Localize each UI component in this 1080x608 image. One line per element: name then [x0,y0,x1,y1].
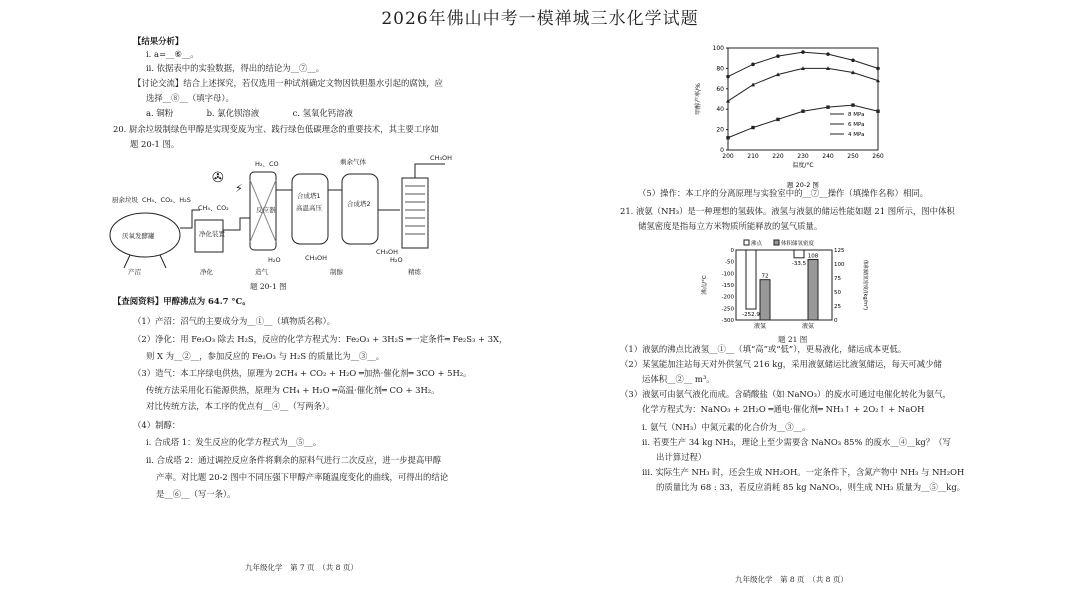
x-tick-label: 200 [722,153,734,160]
bar-density [808,260,818,320]
figure-20-1-caption: 题 20-1 图 [250,282,287,291]
x-tick-label: 230 [797,153,809,160]
y-axis-label: 甲醇产率/% [695,83,702,115]
chart-title: 题 20-2 图 [787,181,819,189]
y-right-tick-label: 25 [834,304,841,310]
data-point [826,52,830,56]
question-line: i. a=__⑥__。 [146,49,199,59]
y-right-tick-label: 125 [834,248,845,254]
gas-label-clean: CH₄、CO₂ [198,204,229,212]
bar-boiling-point [746,250,756,309]
stage-label: 造气 [255,268,268,276]
data-point [726,136,729,139]
data-point [776,54,780,58]
data-point [876,67,880,71]
question-line: 产率。对比题 20-2 图中不同压强下甲醇产率随温度变化的曲线，可得出的结论 [156,472,449,482]
y-tick-label: 60 [716,85,724,93]
x-category-label: 液氢 [753,323,767,330]
y-right-axis-label: 体积储氢密度/(kg/m³) [862,259,868,311]
x-tick-label: 210 [747,153,759,160]
gas-label-syngas: H₂、CO [255,160,279,168]
y-left-tick-label: -300 [721,318,734,324]
question-line: （1）液氨的沸点比液氢__①__（填“高”或“低”），更易液化，储运成本更低。 [620,344,907,354]
methanol-label-2: CH₃OH [376,248,399,256]
y-left-tick-label: -100 [721,271,734,278]
tank-label: 厨余垃圾 [112,196,138,204]
y-left-tick-label: -200 [721,294,734,301]
question-line: （2）净化：用 Fe₂O₃ 除去 H₂S，反应的化学方程式为：Fe₂O₃ + 3H₂S ═一定条件═ Fe₂S₃ + 3X， [133,334,508,344]
process-flow-diagram [100,150,470,280]
data-point [801,110,804,113]
question-line: 对比传统方法，本工序的优点有__④__（写两条）。 [146,401,335,411]
bar-value-label: 72 [761,273,769,280]
question-line: ii. 合成塔 2：通过调控反应条件将剩余的原料气进行二次反应，进一步提高甲醇 [146,455,442,465]
wind-turbine-icon: ✇ [212,170,224,186]
question-line: ii. 依据表中的实验数据，得出的结论为__⑦__。 [146,63,325,73]
y-left-tick-label: -250 [721,306,734,313]
question-line: 储氢密度是指每立方米物质所能释放的氢气质量。 [638,221,823,231]
page-footer-right: 九年级化学 第 8 页 （共 8 页） [735,575,848,584]
data-point [851,103,854,106]
y-right-tick-label: 50 [834,290,841,296]
y-right-tick-label: 100 [834,262,845,268]
x-axis-label: 温度/°C [792,162,814,169]
bar-density [760,280,770,320]
series-line [728,68,878,101]
question-line: 出计算过程） [656,452,707,462]
page-title: 2026年佛山中考一模禅城三水化学试题 [381,9,699,29]
reactor-label: 反应器 [256,206,276,214]
question-line: （2）某氢能加注站每天对外供氢气 216 kg，采用液氨储运比液氢储运，每天可减少储 [620,359,942,369]
data-point [876,110,879,113]
tower2-label: 合成塔2 [347,200,371,208]
question-line: （5）操作：本工序的分离原理与实验室中的__⑦__操作（填操作名称）相同。 [638,188,929,198]
bar-value-label: -33.5 [791,260,807,267]
legend-label: 体积储氢密度 [781,241,815,247]
tower1-label: 合成塔1 [297,192,321,200]
legend-swatch [774,240,779,245]
y-left-tick-label: 0 [730,248,734,254]
legend-label: 6 MPa [848,122,865,128]
y-left-axis-label: 沸点/°C [702,275,708,295]
residual-gas-label: 剩余气体 [340,158,366,166]
question-line: 【讨论交流】结合上述探究，若仅选用一种试剂确定文物因铁胆墨水引起的腐蚀，应 [133,78,443,88]
question-line: i. 合成塔 1：发生反应的化学方程式为__⑤__。 [146,437,322,447]
legend-label: 沸点 [751,241,763,247]
option-line: a. 铜粉 b. 氯化钡溶液 c. 氢氧化钙溶液 [146,108,353,118]
question-line: 选择__⑧__（填字母）。 [146,93,234,103]
reference-heading: 【查阅资料】甲醇沸点为 64.7 °C。 [113,296,251,306]
figure-21-caption: 题 21 图 [778,335,808,344]
question-line: ii. 若要生产 34 kg NH₃，理论上至少需要含 NaNO₃ 85% 的废水__④__kg？（写 [642,437,951,447]
question-line: i. 氨气（NH₃）中氮元素的化合价为__③__。 [642,422,811,432]
data-point [851,58,855,62]
synthesis-tower-2 [342,174,378,244]
question-20-stem: 20. 厨余垃圾制绿色甲醇是实现变废为宝、践行绿色低碳理念的重要技术，其主要工序如 [113,124,439,134]
question-line: iii. 实际生产 NH₃ 时，还会生成 NH₂OH。一定条件下，含氮产物中 NH₃ 与 NH₂OH [642,467,965,477]
legend-label: 4 MPa [848,132,865,138]
question-line: 传统方法采用化石能源供热，原理为 CH₄ + H₂O ═高温·催化剂═ CO + 3H₂。 [146,385,440,395]
question-line: 题 20-1 图。 [130,139,180,149]
data-point [826,105,829,108]
water-label-2: H₂O [390,256,403,264]
x-tick-label: 240 [822,153,834,160]
result-analysis-heading: 【结果分析】 [133,36,184,46]
y-right-tick-label: 0 [834,318,838,324]
page-footer-left: 九年级化学 第 7 页 （共 8 页） [245,563,358,572]
lightning-icon: ⚡ [235,182,243,195]
question-21-stem: 21. 液氨（NH₃）是一种理想的氢载体。液氢与液氨的储运性能如题 21 图所示，图中体积 [620,206,955,216]
y-left-tick-label: -50 [725,259,734,266]
methanol-output-label: CH₃OH [430,154,453,162]
figure-20-2-line-chart [690,40,890,190]
question-line: 是__⑥__（写一条）。 [156,489,236,499]
equation-line: 化学方程式为：NaNO₃ + 2H₂O ═通电·催化剂═ NH₃↑ + 2O₂↑ + NaOH [642,404,925,414]
y-tick-label: 0 [720,147,724,154]
x-tick-label: 220 [772,153,784,160]
y-right-tick-label: 75 [834,276,841,282]
data-point [751,126,754,129]
stage-label: 制醇 [330,268,343,276]
y-tick-label: 40 [716,106,724,114]
data-point [776,118,779,121]
gas-label-biogas: CH₄、CO₂、H₂S [142,196,191,204]
bar-value-label: -252.9 [742,312,760,319]
question-line: （1）产沼：沼气的主要成分为__①__（填物质名称）。 [133,316,336,326]
stage-label: 精练 [408,268,421,276]
rectifier-column [402,178,428,248]
stage-label: 净化 [200,268,213,276]
y-tick-label: 20 [716,126,724,134]
purify-label: 净化装置 [199,230,225,238]
question-line: （3）液氨可由氨气液化而成。含硝酸盐（如 NaNO₃）的废水可通过电催化转化为氨气， [620,389,951,399]
ferment-label: 厌氧发酵罐 [122,232,155,240]
y-tick-label: 80 [716,65,724,73]
question-line: 运体积__②__ m³。 [642,374,715,384]
stage-label: 产沼 [128,268,141,276]
bar-value-label: 108 [807,253,819,260]
data-point [726,99,730,103]
y-tick-label: 100 [712,45,724,52]
question-line: （4）制醇： [133,420,181,430]
figure-21-bar-chart [700,238,870,334]
data-point [801,50,805,54]
tower1-condition: 高温高压 [296,204,322,212]
data-point [726,75,730,79]
legend-swatch [744,240,749,245]
legend-label: 8 MPa [848,112,865,118]
x-category-label: 液氨 [801,323,815,330]
question-line: 的质量比为 68 : 33，若反应消耗 85 kg NaNO₃，则生成 NH₃ 质量为__⑤__kg。 [656,482,966,492]
x-tick-label: 260 [872,153,884,160]
bar-boiling-point [794,250,804,258]
y-left-tick-label: -150 [721,283,734,289]
methanol-label-1: CH₃OH [305,254,328,262]
x-tick-label: 250 [847,153,859,160]
question-line: （3）造气：本工序绿电供热，原理为 2CH₄ + CO₂ + H₂O ═加热·催化剂═ 3CO + 5H₂。 [133,368,472,378]
data-point [751,63,755,67]
question-line: 则 X 为__②__，参加反应的 Fe₂O₃ 与 H₂S 的质量比为__③__。 [146,351,385,361]
water-label: H₂O [268,256,281,264]
